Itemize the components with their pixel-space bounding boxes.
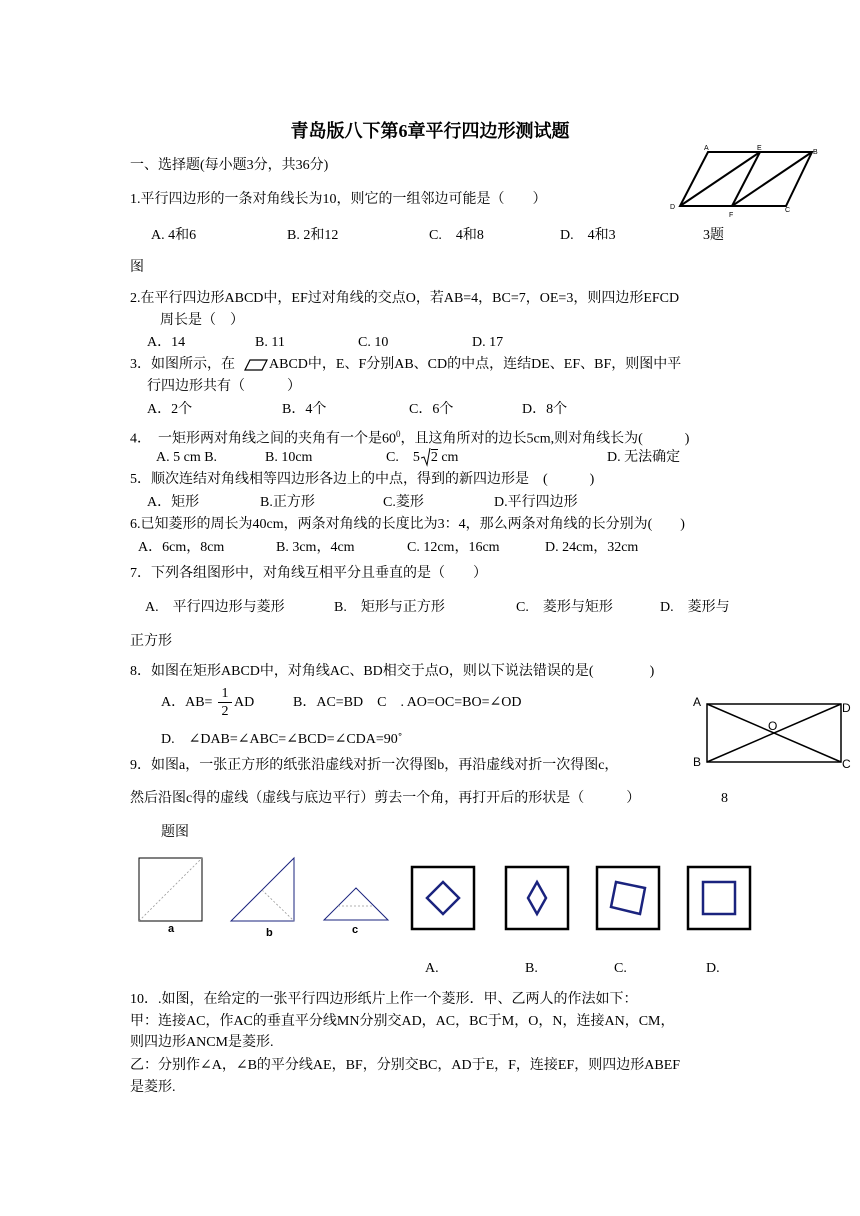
q2-stem-cont: 周长是（ ） xyxy=(160,313,244,328)
fig3-label-f: F xyxy=(729,212,734,219)
q8-stem: 8．如图在矩形ABCD中，对角线AC、BD相交于点O，则以下说法错误的是( ) xyxy=(130,664,655,679)
q2-option-c: C. 10 xyxy=(358,335,389,350)
figure-q9-folding xyxy=(130,852,400,942)
q4-option-d: D. 无法确定 xyxy=(607,450,681,465)
q3-stem-cont: 行四边形共有（ ） xyxy=(147,379,301,394)
q4-option-c-unit: cm xyxy=(441,450,459,465)
fig8-label-b: B xyxy=(693,755,702,769)
fig3-label-b: B xyxy=(813,149,818,156)
fig8-label-d: D xyxy=(842,701,851,715)
fraction-bar xyxy=(218,702,232,703)
q8-fraction-num: 1 xyxy=(221,686,229,701)
q4-option-b: B. 10cm xyxy=(265,450,313,465)
fig3-label-c: C xyxy=(785,207,791,214)
q1-option-a: A. 4和6 xyxy=(151,228,197,243)
q9-stem-cont: 然后沿图c得的虚线（虚线与底边平行）剪去一个角，再打开后的形状是（ ） xyxy=(130,791,641,806)
q1-option-d: D. 4和3 xyxy=(560,228,616,243)
q4-radicand: 2 xyxy=(430,450,438,465)
q3-stem-end: ABCD中，E、F分别AB、CD的中点，连结DE、EF、BF，则图中平 xyxy=(269,357,682,372)
figure-q8-rectangle xyxy=(690,692,855,774)
q2-option-a: A．14 xyxy=(147,335,186,350)
q9-option-c: C. xyxy=(614,961,627,976)
q4-option-c xyxy=(386,449,458,467)
q10-stem: 10．.如图，在给定的一张平行四边形纸片上作一个菱形．甲、乙两人的作法如下： xyxy=(130,992,638,1007)
q2-option-d: D. 17 xyxy=(472,335,504,350)
fig8-label-c: C xyxy=(842,757,851,771)
q9-option-a: A. xyxy=(425,961,439,976)
figure-q9-options xyxy=(405,860,760,940)
q6-option-b: B. 3cm，4cm xyxy=(276,540,355,555)
fig3-label-a: A xyxy=(704,145,709,152)
page-title: 青岛版八下第6章平行四边形测试题 xyxy=(290,121,570,141)
q7-option-d: D. 菱形与 xyxy=(660,600,730,615)
q5-stem: 5．顺次连结对角线相等四边形各边上的中点，得到的新四边形是 ( ) xyxy=(130,472,595,487)
q4-stem-start: 4． 一矩形两对角线之间的夹角有一个是60 xyxy=(130,431,396,447)
parallelogram-symbol-icon xyxy=(244,359,268,371)
q8-option-a-end: AD xyxy=(234,695,255,710)
q8-option-b-c: B．AC=BD C . AO=OC=BO=∠OD xyxy=(293,695,522,710)
q8-fraction xyxy=(218,686,232,719)
q2-stem: 2.在平行四边形ABCD中，EF过对角线的交点O，若AB=4，BC=7，OE=3，则四边形EFCD xyxy=(130,291,680,306)
q7-option-d-cont: 正方形 xyxy=(130,634,172,649)
q9-stem: 9．如图a，一张正方形的纸张沿虚线对折一次得图b，再沿虚线对折一次得图c， xyxy=(130,758,619,773)
fig3-caption-cont: 图 xyxy=(130,260,144,275)
q3-stem-start: 3．如图所示，在 xyxy=(130,357,235,372)
fig8-caption: 题图 xyxy=(161,825,189,840)
q10-method-yi: 乙：分别作∠A，∠B的平分线AE，BF，分别交BC，AD于E，F，连接EF，则四边形ABEF xyxy=(130,1058,681,1073)
q5-option-b: B.正方形 xyxy=(260,495,315,510)
fig9-label-b: b xyxy=(266,927,273,939)
q4-stem-end: ，且这角所对的边长5cm,则对角线长为( ) xyxy=(400,431,690,447)
fig8-caption-num: 8 xyxy=(721,791,728,806)
q7-option-b: B. 矩形与正方形 xyxy=(334,600,445,615)
q8-option-a-start: A．AB= xyxy=(161,695,213,710)
q8-option-d: D. ∠DAB=∠ABC=∠BCD=∠CDA=90˚ xyxy=(161,732,403,747)
q1-stem: 1.平行四边形的一条对角线长为10，则它的一组邻边可能是（ ） xyxy=(130,192,547,207)
q2-option-b: B. 11 xyxy=(255,335,285,350)
q6-option-a: A．6cm，8cm xyxy=(138,540,225,555)
q3-option-a: A．2个 xyxy=(147,402,193,417)
fig9-label-a: a xyxy=(168,923,175,935)
fig8-label-o: O xyxy=(768,719,778,733)
fig3-label-e: E xyxy=(757,145,762,152)
q3-option-b: B．4个 xyxy=(282,402,327,417)
fig3-caption: 3题 xyxy=(703,228,724,243)
q1-option-b: B. 2和12 xyxy=(287,228,339,243)
q3-option-c: C．6个 xyxy=(409,402,454,417)
figure-q3-parallelogram xyxy=(668,142,828,222)
q7-stem: 7．下列各组图形中，对角线互相平分且垂直的是（ ） xyxy=(130,566,487,581)
q5-option-c: C.菱形 xyxy=(383,495,424,510)
q5-option-d: D.平行四边形 xyxy=(494,495,578,510)
q6-option-d: D. 24cm，32cm xyxy=(545,540,639,555)
q9-option-d: D. xyxy=(706,961,720,976)
q10-method-yi-cont: 是菱形. xyxy=(130,1080,176,1095)
fig8-label-a: A xyxy=(693,695,702,709)
q4-stem xyxy=(130,425,689,449)
q3-option-d: D．8个 xyxy=(522,402,568,417)
q7-option-c: C. 菱形与矩形 xyxy=(516,600,613,615)
q10-method-jia-cont: 则四边形ANCM是菱形. xyxy=(130,1035,274,1050)
section-heading: 一、选择题(每小题3分，共36分) xyxy=(130,158,329,173)
sqrt-sign-icon xyxy=(421,447,431,467)
q4-degree-sup: 0 xyxy=(396,429,401,439)
fig3-label-d: D xyxy=(670,204,676,211)
q6-stem: 6.已知菱形的周长为40cm，两条对角线的长度比为3：4，那么两条对角线的长分别为( ) xyxy=(130,517,685,532)
q1-option-c: C. 4和8 xyxy=(429,228,484,243)
q4-option-c-start: C. 5 xyxy=(386,450,420,465)
q4-option-a: A. 5 cm B. xyxy=(156,450,218,465)
q10-method-jia: 甲：连接AC，作AC的垂直平分线MN分别交AD，AC，BC于M，O，N，连接AN，CM， xyxy=(130,1014,675,1029)
q6-option-c: C. 12cm，16cm xyxy=(407,540,500,555)
q4-sqrt xyxy=(421,449,438,467)
q7-option-a: A. 平行四边形与菱形 xyxy=(145,600,285,615)
fig9-label-c: c xyxy=(352,924,359,936)
q9-option-b: B. xyxy=(525,961,538,976)
q5-option-a: A．矩形 xyxy=(147,495,200,510)
q8-fraction-den: 2 xyxy=(221,704,229,719)
